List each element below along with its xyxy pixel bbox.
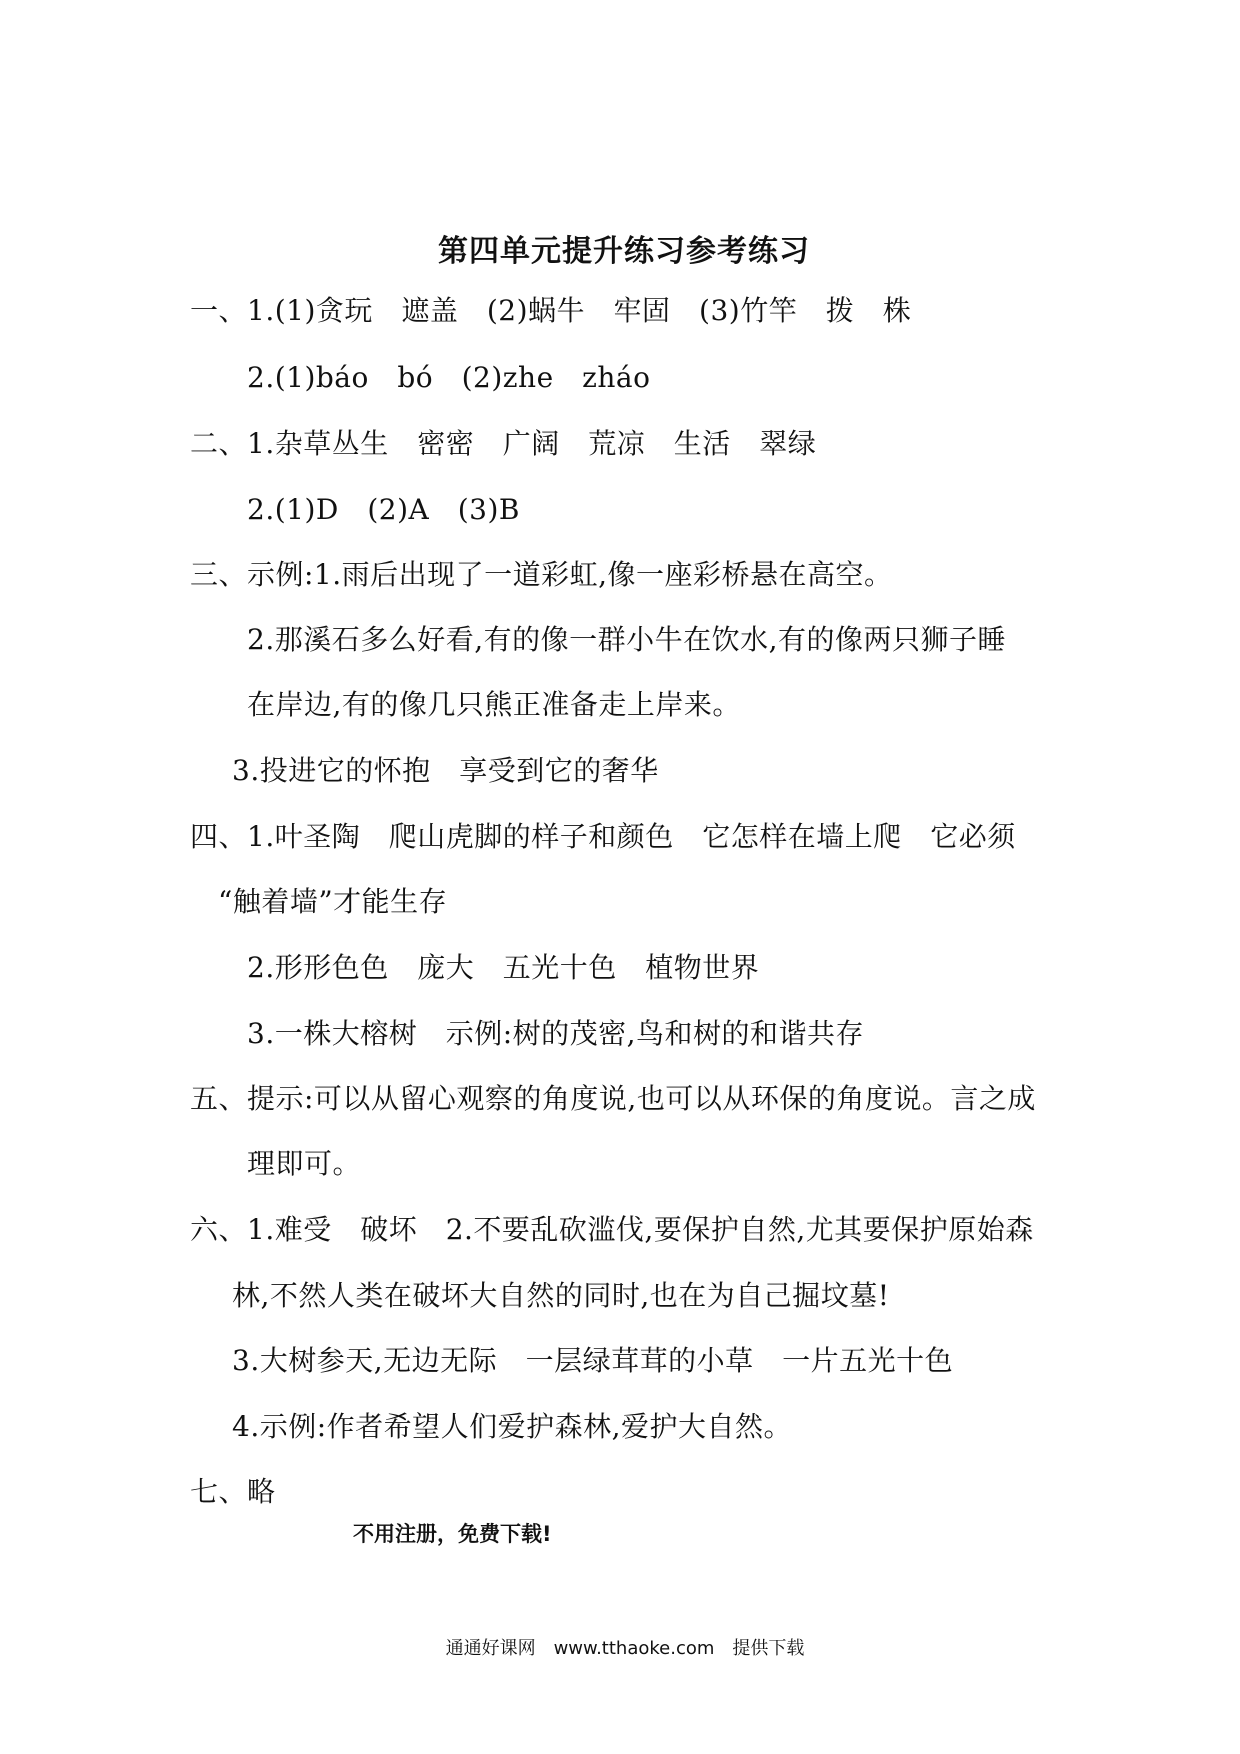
answer-line: 七、略 — [190, 1475, 276, 1508]
answer-line: 六、1.难受 破坏 2.不要乱砍滥伐,要保护自然,尤其要保护原始森 — [190, 1213, 1034, 1246]
answer-line: 在岸边,有的像几只熊正准备走上岸来。 — [247, 688, 741, 721]
answer-line: 三、示例:1.雨后出现了一道彩虹,像一座彩桥悬在高空。 — [190, 558, 893, 591]
answer-line: 四、1.叶圣陶 爬山虎脚的样子和颜色 它怎样在墙上爬 它必须 — [190, 820, 1016, 853]
answer-line: 3.投进它的怀抱 享受到它的奢华 — [232, 754, 659, 787]
answer-line: 理即可。 — [247, 1147, 362, 1180]
answer-line: 4.示例:作者希望人们爱护森林,爱护大自然。 — [232, 1410, 793, 1443]
answer-line: 2.那溪石多么好看,有的像一群小牛在饮水,有的像两只狮子睡 — [247, 623, 1007, 656]
answer-line: 二、1.杂草丛生 密密 广阔 荒凉 生活 翠绿 — [190, 427, 817, 460]
answer-line: 林,不然人类在破坏大自然的同时,也在为自己掘坟墓! — [232, 1279, 890, 1312]
answer-line: 五、提示:可以从留心观察的角度说,也可以从环保的角度说。言之成 — [190, 1082, 1036, 1115]
answer-line: 3.一株大榕树 示例:树的茂密,鸟和树的和谐共存 — [247, 1017, 865, 1050]
answer-line: 2.(1)báo bó (2)zhe zháo — [247, 361, 651, 394]
answer-line: 一、1.(1)贪玩 遮盖 (2)蜗牛 牢固 (3)竹竿 拨 株 — [190, 294, 912, 327]
answer-line: 2.(1)D (2)A (3)B — [247, 493, 520, 526]
answer-line: “触着墙”才能生存 — [218, 885, 448, 918]
page-title: 第四单元提升练习参考练习 — [438, 234, 810, 269]
answer-line: 2.形形色色 庞大 五光十色 植物世界 — [247, 951, 760, 984]
page-footer: 通通好课网 www.tthaoke.com 提供下载 — [445, 1638, 805, 1659]
answer-line: 3.大树参天,无边无际 一层绿茸茸的小草 一片五光十色 — [232, 1344, 954, 1377]
download-note: 不用注册，免费下载! — [353, 1522, 552, 1546]
